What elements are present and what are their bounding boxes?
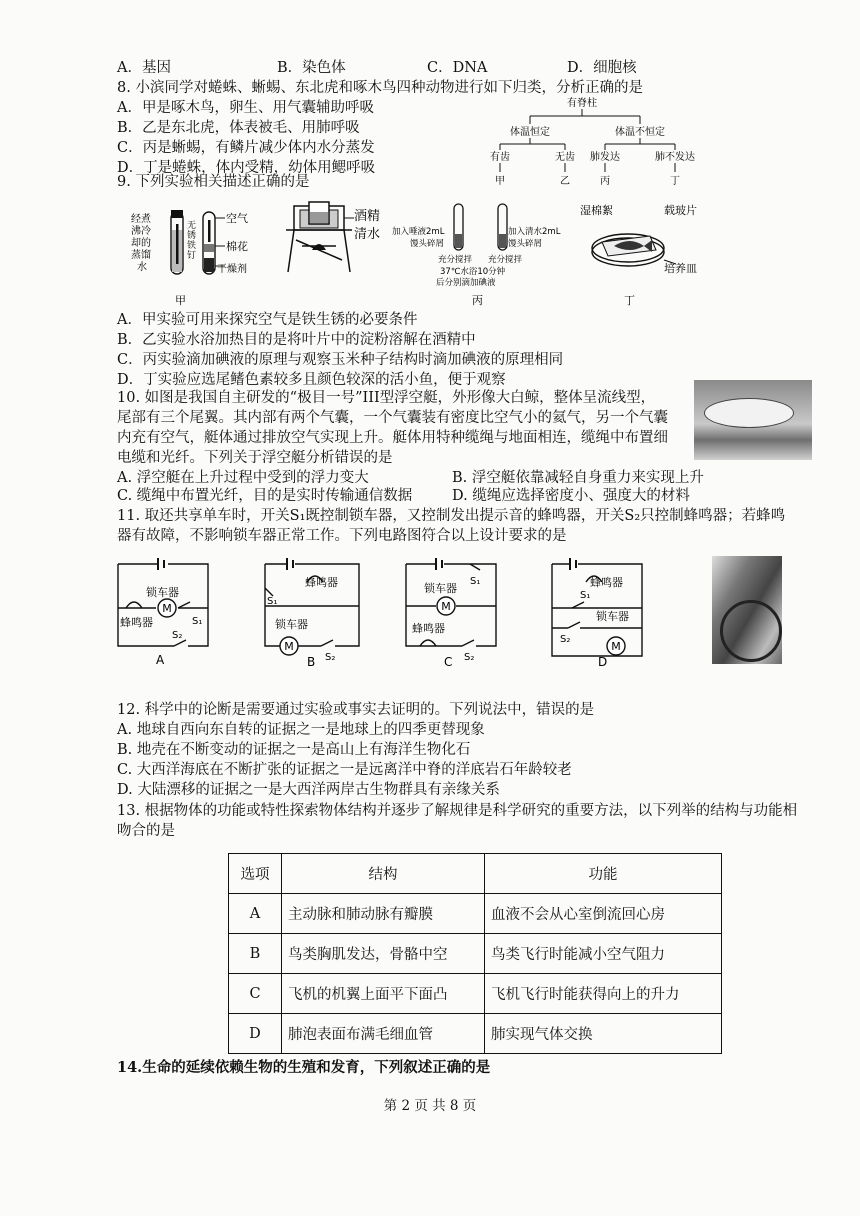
q8-option-b: B．乙是东北虎，体表被毛、用肺呼吸	[117, 120, 360, 136]
circuit-a-buzzer: 蜂鸣器	[120, 616, 153, 629]
tree-leaf-1: 有齿	[490, 152, 510, 163]
table-cell: B	[229, 934, 282, 974]
table-cell: 飞机飞行时能获得向上的升力	[485, 974, 722, 1014]
q11-line-2: 器有故障，不影响锁车器正常工作。下列电路图符合以上设计要求的是	[117, 528, 567, 544]
tree-label-ding: 丁	[670, 176, 680, 187]
circuit-c-lock: 锁车器	[424, 582, 457, 595]
circuit-a-s1: S₁	[192, 616, 203, 627]
circuit-d	[546, 556, 656, 668]
table-cell: 血液不会从心室倒流回心房	[485, 894, 722, 934]
q7-option-a: A．基因	[117, 60, 171, 76]
table-row	[229, 934, 722, 974]
q8-option-c: C．丙是蜥蜴，有鳞片减少体内水分蒸发	[117, 140, 375, 156]
yi-water-label: 清水	[354, 227, 381, 242]
table-cell: 主动脉和肺动脉有瓣膜	[282, 894, 485, 934]
q12-option-b: B. 地壳在不断变动的证据之一是高山上有海洋生物化石	[117, 742, 471, 758]
circuit-b	[255, 556, 370, 668]
ding-caption: 丁	[624, 294, 635, 307]
circuit-a	[112, 556, 222, 668]
circuit-d-motor: M	[611, 640, 621, 653]
circuit-a-motor: M	[162, 602, 172, 615]
jia-cotton-label: 棉花	[226, 240, 248, 253]
ding-dish-label: 培养皿	[664, 262, 697, 275]
bing-water-label: 加入清水2mL	[508, 227, 561, 237]
q9-option-c: C．丙实验滴加碘液的原理与观察玉米种子结构时滴加碘液的原理相同	[117, 352, 564, 368]
table-row	[229, 1014, 722, 1054]
airship-photo	[694, 380, 812, 460]
ding-slide-label: 载玻片	[664, 204, 697, 217]
airship-body	[704, 398, 794, 428]
circuit-b-s2: S₂	[325, 652, 336, 663]
q13-line-1: 13. 根据物体的功能或特性探索物体结构并逐步了解规律是科学研究的重要方法，以下列举的结构与功能相	[117, 803, 798, 819]
bing-crumbs-label-left: 馒头碎屑	[410, 239, 445, 249]
jia-water-2: 沸冷	[131, 226, 151, 237]
table-header-structure: 结构	[282, 854, 485, 894]
q7-option-b: B．染色体	[277, 60, 346, 76]
q8-stem: 8. 小滨同学对蜷蛛、蜥蜴、东北虎和啄木鸟四种动物进行如下归类，分析正确的是	[117, 80, 643, 96]
q12-option-c: C. 大西洋海底在不断扩张的证据之一是远离洋中脊的洋底岩石年龄较老	[117, 762, 572, 778]
q9-figure-jia	[125, 200, 255, 310]
bing-note-1: 37℃水浴10分钟	[440, 267, 506, 277]
circuit-c-s2: S₂	[464, 652, 475, 663]
circuit-b-lock: 锁车器	[275, 618, 308, 631]
jia-rust-1: 无	[187, 221, 197, 231]
table-cell: 肺实现气体交换	[485, 1014, 722, 1054]
q10-line-2: 尾部有三个尾翼。其内部有两个气囊，一个气囊装有密度比空气小的氦气，另一个气囊	[117, 410, 668, 426]
tree-leaf-3: 肺发达	[590, 152, 620, 163]
q8-option-d: D．丁是蜷蛛，体内受精，幼体用鳃呼吸	[117, 160, 376, 176]
q7-option-c: C．DNA	[427, 60, 488, 76]
circuit-b-s1: S₁	[267, 596, 278, 607]
circuit-b-caption: B	[307, 655, 316, 668]
jia-water-3: 却的	[131, 238, 151, 249]
q8-option-a: A．甲是啄木鸟，卵生、用气囊辅助呼吸	[117, 100, 374, 116]
jia-air-label: 空气	[226, 212, 248, 225]
circuit-d-lock: 锁车器	[596, 610, 629, 623]
q9-figure-bing	[392, 200, 562, 310]
jia-water-4: 蒸馏	[131, 250, 151, 261]
bing-stir-right: 充分搅拌	[488, 255, 523, 265]
jia-desiccant-label: 干燥剂	[217, 264, 247, 275]
tree-node-right: 体温不恒定	[615, 127, 665, 138]
q11-line-1: 11. 取还共享单车时，开关S₁既控制锁车器，又控制发出提示音的蜂鸣器，开关S₂只控制蜂鸣器；若蜂鸣	[117, 508, 786, 524]
bike-wheel	[720, 600, 782, 662]
q13-line-2: 吻合的是	[117, 823, 175, 839]
jia-rust-4: 钉	[187, 251, 197, 261]
table-row	[229, 894, 722, 934]
tree-label-jia: 甲	[495, 176, 505, 187]
q10-option-d: D. 缆绳应选择密度小、强度大的材料	[452, 488, 690, 504]
table-cell: C	[229, 974, 282, 1014]
circuit-d-caption: D	[598, 655, 608, 668]
tree-root: 有脊柱	[567, 98, 597, 109]
table-cell: 鸟类胸肌发达，骨骼中空	[282, 934, 485, 974]
q7-option-d: D．细胞核	[567, 60, 637, 76]
table-cell: 飞机的机翼上面平下面凸	[282, 974, 485, 1014]
page-footer: 第 2 页 共 8 页	[383, 1098, 477, 1114]
jia-water-5: 水	[137, 262, 147, 273]
q8-classification-tree	[470, 96, 710, 188]
table-header-function: 功能	[485, 854, 722, 894]
q7-options	[117, 58, 817, 78]
circuit-a-lock: 锁车器	[146, 586, 179, 599]
q10-line-1: 10. 如图是我国自主研发的“极目一号”III型浮空艇，外形像大白鲸，整体呈流线型，	[117, 390, 656, 406]
tree-label-yi: 乙	[560, 176, 570, 187]
q13-table	[228, 853, 722, 1054]
circuit-d-s1: S₁	[580, 590, 591, 601]
table-row	[229, 974, 722, 1014]
jia-rust-3: 铁	[187, 241, 197, 251]
circuit-c-buzzer: 蜂鸣器	[412, 622, 445, 635]
bing-crumbs-label-right: 馒头碎屑	[508, 239, 543, 249]
bing-caption: 丙	[472, 294, 483, 307]
ding-cotton-label: 湿棉絮	[580, 204, 613, 217]
q12-option-a: A. 地球自西向东自转的证据之一是地球上的四季更替现象	[117, 722, 485, 738]
circuit-c-s1: S₁	[470, 576, 481, 587]
table-cell: 肺泡表面布满毛细血管	[282, 1014, 485, 1054]
circuit-a-caption: A	[156, 653, 165, 667]
q10-line-4: 电缆和光纤。下列关于浮空艇分析错误的是	[117, 450, 393, 466]
q10-option-c: C. 缆绳中布置光纤，目的是实时传输通信数据	[117, 488, 413, 504]
tree-node-left: 体温恒定	[510, 127, 550, 138]
q10-option-a: A. 浮空艇在上升过程中受到的浮力变大	[117, 470, 369, 486]
q10-option-b: B. 浮空艇依靠减轻自身重力来实现上升	[452, 470, 704, 486]
q10-line-3: 内充有空气，艇体通过排放空气实现上升。艇体用特种缆绳与地面相连，缆绳中布置细	[117, 430, 668, 446]
circuit-b-buzzer: 蜂鸣器	[305, 576, 338, 589]
table-header-option: 选项	[229, 854, 282, 894]
jia-water-1: 经煮	[131, 214, 151, 225]
q9-option-d: D．丁实验应选尾鳍色素较多且颜色较深的活小鱼，便于观察	[117, 372, 506, 388]
jia-caption: 甲	[175, 294, 186, 307]
bing-note-2: 后分别滴加碘液	[436, 278, 496, 288]
q9-option-a: A．甲实验可用来探究空气是铁生锈的必要条件	[117, 312, 418, 328]
table-cell: A	[229, 894, 282, 934]
bing-stir-left: 充分搅拌	[438, 255, 473, 265]
q9-figure-ding	[580, 200, 710, 310]
circuit-c-motor: M	[441, 600, 451, 613]
bing-saliva-label: 加入唾液2mL	[392, 227, 445, 237]
q12-option-d: D. 大陆漂移的证据之一是大西洋两岸古生物群具有亲缘关系	[117, 782, 500, 798]
q9-figure-yi	[282, 200, 392, 280]
tree-leaf-4: 肺不发达	[655, 152, 695, 163]
tree-label-bing: 丙	[600, 176, 610, 187]
circuit-b-motor: M	[284, 640, 294, 653]
yi-alcohol-label: 酒精	[354, 209, 381, 224]
bike-lock-photo	[712, 556, 782, 664]
q9-option-b: B．乙实验水浴加热目的是将叶片中的淀粉溶解在酒精中	[117, 332, 476, 348]
table-header-row	[229, 854, 722, 894]
circuit-c	[400, 556, 510, 668]
circuit-c-caption: C	[444, 655, 453, 668]
circuit-d-s2: S₂	[560, 634, 571, 645]
q12-stem: 12. 科学中的论断是需要通过实验或事实去证明的。下列说法中，错误的是	[117, 702, 595, 718]
jia-rust-2: 锈	[187, 231, 197, 241]
q14-stem: 14.生命的延续依赖生物的生殖和发育，下列叙述正确的是	[117, 1059, 491, 1076]
circuit-d-buzzer: 蜂鸣器	[590, 576, 623, 589]
tree-leaf-2: 无齿	[555, 152, 575, 163]
circuit-a-s2: S₂	[172, 630, 183, 641]
q9-stem: 9. 下列实验相关描述正确的是	[117, 174, 310, 190]
table-cell: D	[229, 1014, 282, 1054]
table-cell: 鸟类飞行时能减小空气阻力	[485, 934, 722, 974]
